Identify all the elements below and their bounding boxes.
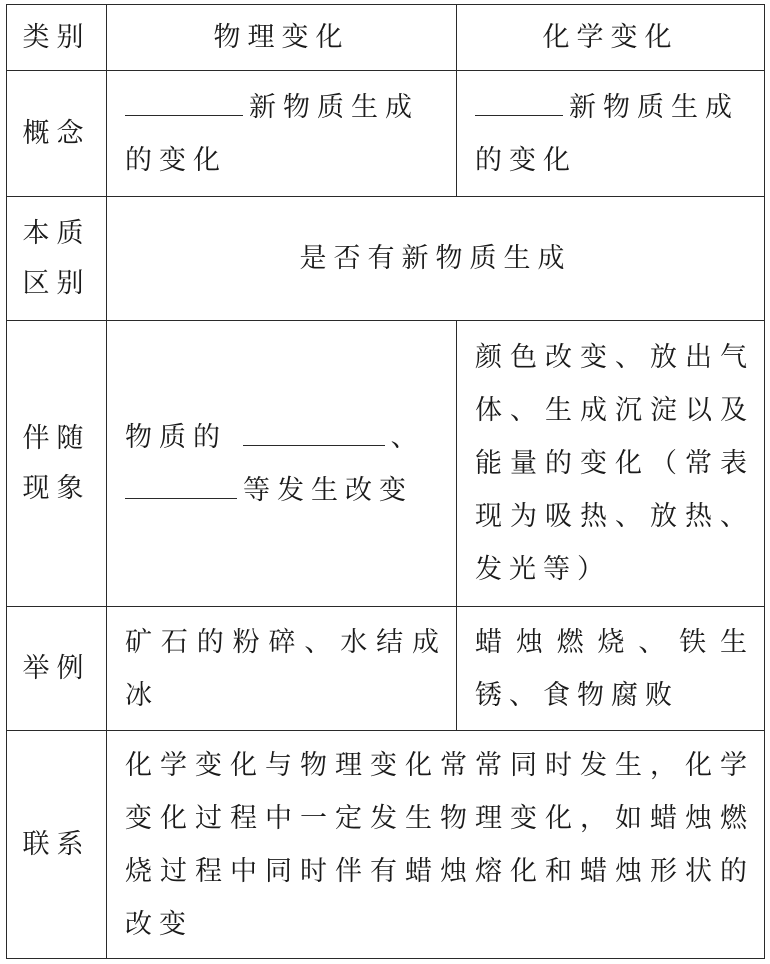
essence-text: 是否有新物质生成 [107,197,765,321]
concept-chemical [457,71,765,197]
essence-label-line1: 本质 [22,217,91,249]
examples-row [7,607,765,731]
phenomena-label [7,321,107,607]
essence-label-line2: 区别 [22,267,91,299]
concept-chemical-suffix: 新物质生成 [569,91,739,123]
phenomena-row [7,321,765,607]
examples-chemical: 蜡烛燃烧、铁生锈、食物腐败 [457,607,765,731]
phenomena-physical-sep: 、 [390,421,425,453]
answer-blank [475,85,563,116]
relation-row [7,731,765,959]
comparison-table [6,4,765,959]
essence-label [7,197,107,321]
phenomena-chemical: 颜色改变、放出气体、生成沉淀以及能量的变化（常表现为吸热、放热、发光等） [457,321,765,607]
answer-blank [243,415,385,446]
examples-label: 举例 [7,607,107,731]
header-physical: 物理变化 [107,5,457,71]
answer-blank [125,85,243,116]
header-row [7,5,765,71]
answer-blank [125,468,237,499]
header-chemical: 化学变化 [457,5,765,71]
relation-label: 联系 [7,731,107,959]
concept-chemical-tail: 的变化 [475,144,577,176]
concept-row [7,71,765,197]
concept-physical [107,71,457,197]
concept-physical-suffix: 新物质生成 [249,91,419,123]
phenomena-physical-prefix: 物质的 [125,421,227,453]
essence-row [7,197,765,321]
concept-physical-tail: 的变化 [125,144,227,176]
header-category: 类别 [7,5,107,71]
relation-text: 化学变化与物理变化常常同时发生，化学变化过程中一定发生物理变化，如蜡烛燃烧过程中同时伴有蜡烛熔化和蜡烛形状的改变 [107,731,765,959]
phenomena-label-line1: 伴随 [22,422,91,454]
concept-label: 概念 [7,71,107,197]
phenomena-physical [107,321,457,607]
examples-physical: 矿石的粉碎、水结成冰 [107,607,457,731]
phenomena-label-line2: 现象 [22,472,91,504]
phenomena-physical-suffix: 等发生改变 [243,474,413,506]
